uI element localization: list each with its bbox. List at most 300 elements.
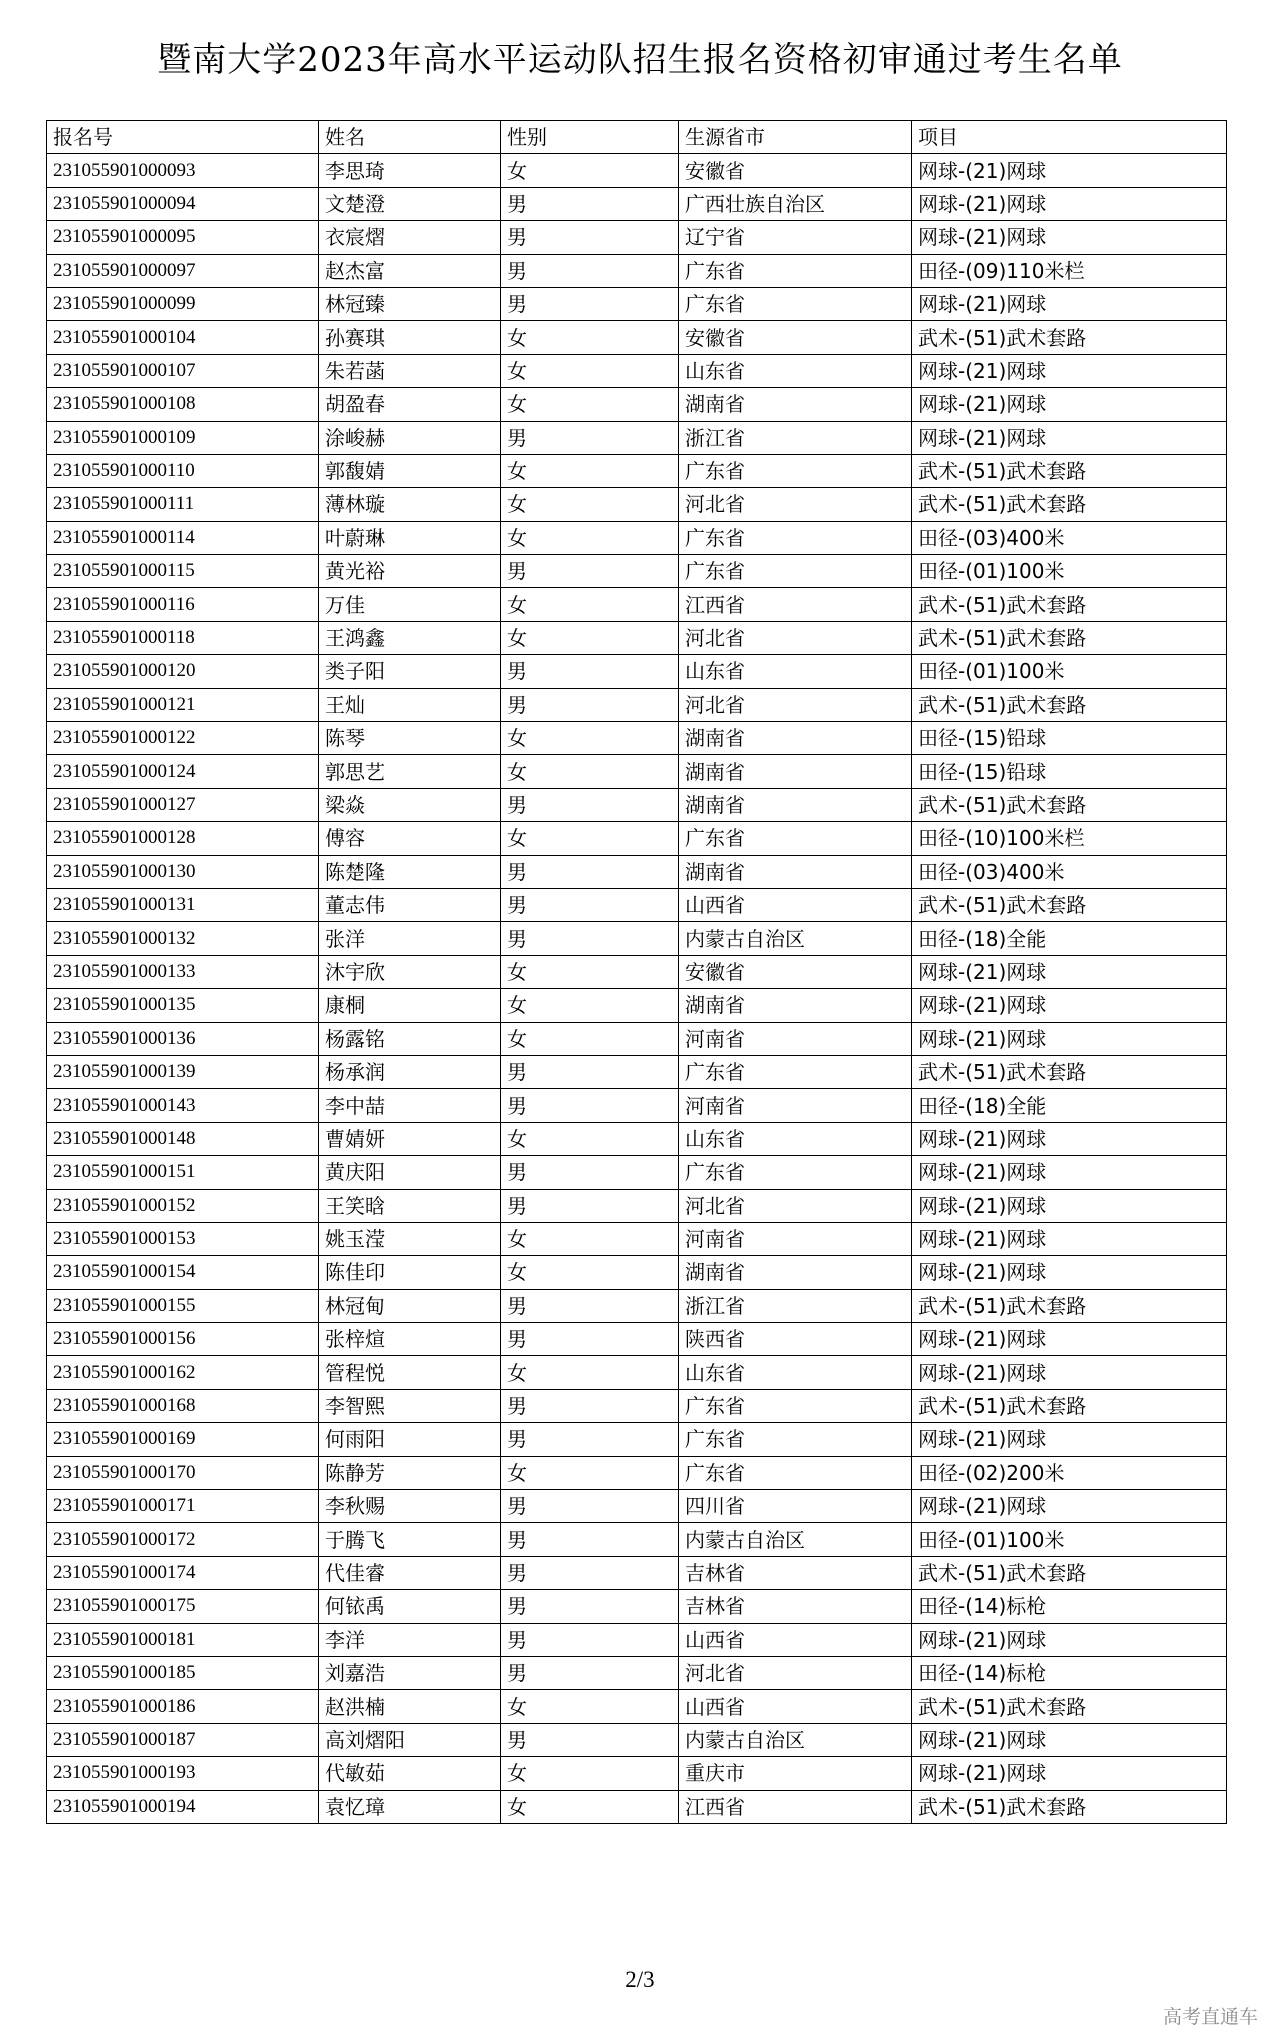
- table-row: [47, 1423, 1227, 1456]
- table-row: [47, 1623, 1227, 1656]
- gender-cell: 男: [501, 1723, 679, 1756]
- name-cell: 傅容: [319, 822, 501, 855]
- table-row: [47, 555, 1227, 588]
- registration-number-cell: 231055901000097: [47, 254, 319, 287]
- table-row: [47, 1356, 1227, 1389]
- event-cell: 田径-(14)标枪: [912, 1590, 1227, 1623]
- gender-cell: 女: [501, 822, 679, 855]
- event-cell: 武术-(51)武术套路: [912, 1690, 1227, 1723]
- registration-number-cell: 231055901000170: [47, 1456, 319, 1489]
- province-cell: 吉林省: [679, 1556, 912, 1589]
- gender-cell: 女: [501, 354, 679, 387]
- event-cell: 田径-(14)标枪: [912, 1656, 1227, 1689]
- province-cell: 河北省: [679, 1189, 912, 1222]
- gender-cell: 女: [501, 955, 679, 988]
- event-cell: 田径-(10)100米栏: [912, 822, 1227, 855]
- gender-cell: 男: [501, 1556, 679, 1589]
- table-row: [47, 1089, 1227, 1122]
- province-cell: 吉林省: [679, 1590, 912, 1623]
- column-header-registration-number: 报名号: [47, 121, 319, 154]
- province-cell: 广东省: [679, 822, 912, 855]
- name-cell: 王灿: [319, 688, 501, 721]
- table-row: [47, 1389, 1227, 1422]
- registration-number-cell: 231055901000139: [47, 1055, 319, 1088]
- table-row: [47, 1122, 1227, 1155]
- gender-cell: 男: [501, 1089, 679, 1122]
- registration-number-cell: 231055901000135: [47, 989, 319, 1022]
- table-row: [47, 1456, 1227, 1489]
- registration-number-cell: 231055901000152: [47, 1189, 319, 1222]
- registration-number-cell: 231055901000181: [47, 1623, 319, 1656]
- province-cell: 湖南省: [679, 788, 912, 821]
- table-row: [47, 1323, 1227, 1356]
- gender-cell: 女: [501, 1122, 679, 1155]
- registration-number-cell: 231055901000122: [47, 722, 319, 755]
- name-cell: 郭思艺: [319, 755, 501, 788]
- gender-cell: 男: [501, 1323, 679, 1356]
- event-cell: 网球-(21)网球: [912, 221, 1227, 254]
- registration-number-cell: 231055901000116: [47, 588, 319, 621]
- province-cell: 广东省: [679, 254, 912, 287]
- registration-number-cell: 231055901000185: [47, 1656, 319, 1689]
- gender-cell: 女: [501, 1690, 679, 1723]
- name-cell: 胡盈春: [319, 388, 501, 421]
- event-cell: 武术-(51)武术套路: [912, 888, 1227, 921]
- event-cell: 网球-(21)网球: [912, 1189, 1227, 1222]
- table-row: [47, 388, 1227, 421]
- name-cell: 袁忆璋: [319, 1790, 501, 1823]
- event-cell: 武术-(51)武术套路: [912, 1790, 1227, 1823]
- table-row: [47, 788, 1227, 821]
- gender-cell: 男: [501, 1055, 679, 1088]
- province-cell: 广东省: [679, 454, 912, 487]
- registration-number-cell: 231055901000155: [47, 1289, 319, 1322]
- gender-cell: 女: [501, 321, 679, 354]
- registration-number-cell: 231055901000130: [47, 855, 319, 888]
- registration-number-cell: 231055901000172: [47, 1523, 319, 1556]
- name-cell: 姚玉滢: [319, 1222, 501, 1255]
- province-cell: 辽宁省: [679, 221, 912, 254]
- name-cell: 李中喆: [319, 1089, 501, 1122]
- gender-cell: 男: [501, 922, 679, 955]
- table-row: [47, 1490, 1227, 1523]
- name-cell: 陈佳印: [319, 1256, 501, 1289]
- gender-cell: 男: [501, 421, 679, 454]
- table-row: [47, 688, 1227, 721]
- table-row: [47, 922, 1227, 955]
- registration-number-cell: 231055901000187: [47, 1723, 319, 1756]
- registration-number-cell: 231055901000193: [47, 1757, 319, 1790]
- registration-number-cell: 231055901000115: [47, 555, 319, 588]
- table-row: [47, 1289, 1227, 1322]
- name-cell: 文楚澄: [319, 187, 501, 220]
- table-row: [47, 254, 1227, 287]
- name-cell: 郭馥婧: [319, 454, 501, 487]
- registration-number-cell: 231055901000128: [47, 822, 319, 855]
- name-cell: 赵洪楠: [319, 1690, 501, 1723]
- event-cell: 田径-(15)铅球: [912, 755, 1227, 788]
- event-cell: 武术-(51)武术套路: [912, 1055, 1227, 1088]
- table-row: [47, 955, 1227, 988]
- event-cell: 网球-(21)网球: [912, 955, 1227, 988]
- province-cell: 广东省: [679, 521, 912, 554]
- event-cell: 田径-(18)全能: [912, 922, 1227, 955]
- province-cell: 四川省: [679, 1490, 912, 1523]
- gender-cell: 男: [501, 888, 679, 921]
- province-cell: 山东省: [679, 354, 912, 387]
- gender-cell: 男: [501, 1590, 679, 1623]
- registration-number-cell: 231055901000154: [47, 1256, 319, 1289]
- column-header-event: 项目: [912, 121, 1227, 154]
- name-cell: 管程悦: [319, 1356, 501, 1389]
- event-cell: 网球-(21)网球: [912, 1356, 1227, 1389]
- table-row: [47, 588, 1227, 621]
- page-number: 2/3: [625, 1967, 655, 1992]
- event-cell: 网球-(21)网球: [912, 1256, 1227, 1289]
- event-cell: 网球-(21)网球: [912, 388, 1227, 421]
- gender-cell: 女: [501, 154, 679, 187]
- table-row: [47, 1156, 1227, 1189]
- gender-cell: 男: [501, 254, 679, 287]
- name-cell: 类子阳: [319, 655, 501, 688]
- event-cell: 田径-(01)100米: [912, 555, 1227, 588]
- table-row: [47, 1757, 1227, 1790]
- table-row: [47, 1656, 1227, 1689]
- name-cell: 李智熙: [319, 1389, 501, 1422]
- event-cell: 武术-(51)武术套路: [912, 588, 1227, 621]
- gender-cell: 女: [501, 521, 679, 554]
- registration-number-cell: 231055901000148: [47, 1122, 319, 1155]
- province-cell: 河南省: [679, 1022, 912, 1055]
- table-body: [47, 154, 1227, 1824]
- gender-cell: 女: [501, 1022, 679, 1055]
- gender-cell: 女: [501, 1456, 679, 1489]
- table-row: [47, 1256, 1227, 1289]
- table-row: [47, 321, 1227, 354]
- province-cell: 广东省: [679, 1456, 912, 1489]
- province-cell: 广东省: [679, 555, 912, 588]
- event-cell: 网球-(21)网球: [912, 354, 1227, 387]
- event-cell: 田径-(03)400米: [912, 521, 1227, 554]
- gender-cell: 男: [501, 1490, 679, 1523]
- registration-number-cell: 231055901000186: [47, 1690, 319, 1723]
- gender-cell: 女: [501, 621, 679, 654]
- name-cell: 梁焱: [319, 788, 501, 821]
- table-row: [47, 421, 1227, 454]
- event-cell: 网球-(21)网球: [912, 1623, 1227, 1656]
- province-cell: 湖南省: [679, 1256, 912, 1289]
- gender-cell: 男: [501, 1189, 679, 1222]
- gender-cell: 男: [501, 221, 679, 254]
- event-cell: 网球-(21)网球: [912, 154, 1227, 187]
- registration-number-cell: 231055901000114: [47, 521, 319, 554]
- name-cell: 刘嘉浩: [319, 1656, 501, 1689]
- name-cell: 薄林璇: [319, 488, 501, 521]
- table-row: [47, 488, 1227, 521]
- table-row: [47, 1690, 1227, 1723]
- gender-cell: 男: [501, 655, 679, 688]
- name-cell: 黄庆阳: [319, 1156, 501, 1189]
- event-cell: 网球-(21)网球: [912, 1022, 1227, 1055]
- table-row: [47, 154, 1227, 187]
- province-cell: 湖南省: [679, 388, 912, 421]
- gender-cell: 女: [501, 1356, 679, 1389]
- registration-number-cell: 231055901000131: [47, 888, 319, 921]
- gender-cell: 男: [501, 187, 679, 220]
- gender-cell: 男: [501, 855, 679, 888]
- registration-number-cell: 231055901000120: [47, 655, 319, 688]
- name-cell: 黄光裕: [319, 555, 501, 588]
- name-cell: 何铱禹: [319, 1590, 501, 1623]
- registration-number-cell: 231055901000108: [47, 388, 319, 421]
- gender-cell: 男: [501, 1423, 679, 1456]
- event-cell: 田径-(02)200米: [912, 1456, 1227, 1489]
- table-row: [47, 755, 1227, 788]
- registration-number-cell: 231055901000133: [47, 955, 319, 988]
- registration-number-cell: 231055901000095: [47, 221, 319, 254]
- gender-cell: 女: [501, 1222, 679, 1255]
- table-row: [47, 1723, 1227, 1756]
- name-cell: 李思琦: [319, 154, 501, 187]
- document-title: 暨南大学2023年高水平运动队招生报名资格初审通过考生名单: [157, 40, 1123, 80]
- registration-number-cell: 231055901000175: [47, 1590, 319, 1623]
- province-cell: 江西省: [679, 1790, 912, 1823]
- province-cell: 河南省: [679, 1222, 912, 1255]
- registration-number-cell: 231055901000124: [47, 755, 319, 788]
- registration-number-cell: 231055901000156: [47, 1323, 319, 1356]
- province-cell: 河北省: [679, 688, 912, 721]
- event-cell: 武术-(51)武术套路: [912, 788, 1227, 821]
- event-cell: 网球-(21)网球: [912, 1423, 1227, 1456]
- name-cell: 李洋: [319, 1623, 501, 1656]
- event-cell: 网球-(21)网球: [912, 287, 1227, 320]
- gender-cell: 女: [501, 1256, 679, 1289]
- table-row: [47, 287, 1227, 320]
- province-cell: 山西省: [679, 888, 912, 921]
- registration-number-cell: 231055901000136: [47, 1022, 319, 1055]
- table-row: [47, 1556, 1227, 1589]
- gender-cell: 男: [501, 1156, 679, 1189]
- table-row: [47, 989, 1227, 1022]
- province-cell: 江西省: [679, 588, 912, 621]
- event-cell: 网球-(21)网球: [912, 1222, 1227, 1255]
- registration-number-cell: 231055901000132: [47, 922, 319, 955]
- name-cell: 赵杰富: [319, 254, 501, 287]
- name-cell: 代敏茹: [319, 1757, 501, 1790]
- gender-cell: 男: [501, 1656, 679, 1689]
- event-cell: 田径-(15)铅球: [912, 722, 1227, 755]
- name-cell: 杨露铭: [319, 1022, 501, 1055]
- gender-cell: 女: [501, 1790, 679, 1823]
- gender-cell: 男: [501, 688, 679, 721]
- province-cell: 广东省: [679, 1156, 912, 1189]
- registration-number-cell: 231055901000194: [47, 1790, 319, 1823]
- gender-cell: 男: [501, 1623, 679, 1656]
- event-cell: 田径-(01)100米: [912, 1523, 1227, 1556]
- province-cell: 内蒙古自治区: [679, 1523, 912, 1556]
- table-row: [47, 1022, 1227, 1055]
- event-cell: 网球-(21)网球: [912, 1757, 1227, 1790]
- province-cell: 陕西省: [679, 1323, 912, 1356]
- name-cell: 衣宸熠: [319, 221, 501, 254]
- province-cell: 湖南省: [679, 989, 912, 1022]
- gender-cell: 男: [501, 287, 679, 320]
- gender-cell: 女: [501, 989, 679, 1022]
- name-cell: 曹婧妍: [319, 1122, 501, 1155]
- name-cell: 万佳: [319, 588, 501, 621]
- gender-cell: 女: [501, 388, 679, 421]
- registration-number-cell: 231055901000110: [47, 454, 319, 487]
- registration-number-cell: 231055901000118: [47, 621, 319, 654]
- name-cell: 张洋: [319, 922, 501, 955]
- table-row: [47, 722, 1227, 755]
- province-cell: 山西省: [679, 1690, 912, 1723]
- candidate-table: [46, 120, 1227, 1824]
- gender-cell: 男: [501, 1289, 679, 1322]
- event-cell: 武术-(51)武术套路: [912, 1289, 1227, 1322]
- event-cell: 武术-(51)武术套路: [912, 454, 1227, 487]
- event-cell: 网球-(21)网球: [912, 989, 1227, 1022]
- province-cell: 山东省: [679, 655, 912, 688]
- name-cell: 王鸿鑫: [319, 621, 501, 654]
- province-cell: 山东省: [679, 1122, 912, 1155]
- column-header-province: 生源省市: [679, 121, 912, 154]
- name-cell: 高刘熠阳: [319, 1723, 501, 1756]
- gender-cell: 男: [501, 1389, 679, 1422]
- table-row: [47, 187, 1227, 220]
- event-cell: 武术-(51)武术套路: [912, 321, 1227, 354]
- name-cell: 张梓煊: [319, 1323, 501, 1356]
- name-cell: 陈琴: [319, 722, 501, 755]
- registration-number-cell: 231055901000153: [47, 1222, 319, 1255]
- province-cell: 湖南省: [679, 855, 912, 888]
- registration-number-cell: 231055901000127: [47, 788, 319, 821]
- event-cell: 网球-(21)网球: [912, 1323, 1227, 1356]
- province-cell: 山西省: [679, 1623, 912, 1656]
- name-cell: 于腾飞: [319, 1523, 501, 1556]
- province-cell: 内蒙古自治区: [679, 922, 912, 955]
- province-cell: 广东省: [679, 1055, 912, 1088]
- name-cell: 陈静芳: [319, 1456, 501, 1489]
- name-cell: 李秋赐: [319, 1490, 501, 1523]
- gender-cell: 女: [501, 454, 679, 487]
- province-cell: 安徽省: [679, 955, 912, 988]
- province-cell: 湖南省: [679, 755, 912, 788]
- table-row: [47, 621, 1227, 654]
- gender-cell: 女: [501, 722, 679, 755]
- province-cell: 安徽省: [679, 154, 912, 187]
- registration-number-cell: 231055901000099: [47, 287, 319, 320]
- table-row: [47, 1222, 1227, 1255]
- event-cell: 网球-(21)网球: [912, 1156, 1227, 1189]
- event-cell: 网球-(21)网球: [912, 187, 1227, 220]
- table-row: [47, 354, 1227, 387]
- province-cell: 广西壮族自治区: [679, 187, 912, 220]
- event-cell: 田径-(09)110米栏: [912, 254, 1227, 287]
- event-cell: 网球-(21)网球: [912, 1490, 1227, 1523]
- event-cell: 网球-(21)网球: [912, 421, 1227, 454]
- table-row: [47, 1055, 1227, 1088]
- table-row: [47, 655, 1227, 688]
- province-cell: 湖南省: [679, 722, 912, 755]
- event-cell: 田径-(03)400米: [912, 855, 1227, 888]
- name-cell: 林冠臻: [319, 287, 501, 320]
- registration-number-cell: 231055901000143: [47, 1089, 319, 1122]
- table-row: [47, 855, 1227, 888]
- table-row: [47, 1523, 1227, 1556]
- registration-number-cell: 231055901000121: [47, 688, 319, 721]
- registration-number-cell: 231055901000104: [47, 321, 319, 354]
- name-cell: 康桐: [319, 989, 501, 1022]
- name-cell: 王笑晗: [319, 1189, 501, 1222]
- registration-number-cell: 231055901000111: [47, 488, 319, 521]
- registration-number-cell: 231055901000171: [47, 1490, 319, 1523]
- event-cell: 武术-(51)武术套路: [912, 1556, 1227, 1589]
- name-cell: 叶蔚琳: [319, 521, 501, 554]
- province-cell: 广东省: [679, 1389, 912, 1422]
- name-cell: 陈楚隆: [319, 855, 501, 888]
- registration-number-cell: 231055901000109: [47, 421, 319, 454]
- event-cell: 网球-(21)网球: [912, 1723, 1227, 1756]
- province-cell: 内蒙古自治区: [679, 1723, 912, 1756]
- province-cell: 广东省: [679, 287, 912, 320]
- province-cell: 河北省: [679, 488, 912, 521]
- event-cell: 田径-(01)100米: [912, 655, 1227, 688]
- registration-number-cell: 231055901000162: [47, 1356, 319, 1389]
- province-cell: 浙江省: [679, 1289, 912, 1322]
- column-header-gender: 性别: [501, 121, 679, 154]
- event-cell: 网球-(21)网球: [912, 1122, 1227, 1155]
- province-cell: 河南省: [679, 1089, 912, 1122]
- event-cell: 武术-(51)武术套路: [912, 488, 1227, 521]
- registration-number-cell: 231055901000174: [47, 1556, 319, 1589]
- table-row: [47, 521, 1227, 554]
- table-row: [47, 822, 1227, 855]
- gender-cell: 男: [501, 555, 679, 588]
- table-row: [47, 454, 1227, 487]
- gender-cell: 女: [501, 755, 679, 788]
- gender-cell: 女: [501, 488, 679, 521]
- registration-number-cell: 231055901000168: [47, 1389, 319, 1422]
- province-cell: 河北省: [679, 1656, 912, 1689]
- table-header-row: [47, 121, 1227, 154]
- province-cell: 广东省: [679, 1423, 912, 1456]
- name-cell: 代佳睿: [319, 1556, 501, 1589]
- province-cell: 山东省: [679, 1356, 912, 1389]
- watermark-text: 高考直通车: [1162, 2006, 1258, 2028]
- gender-cell: 男: [501, 788, 679, 821]
- registration-number-cell: 231055901000151: [47, 1156, 319, 1189]
- gender-cell: 男: [501, 1523, 679, 1556]
- province-cell: 重庆市: [679, 1757, 912, 1790]
- event-cell: 武术-(51)武术套路: [912, 621, 1227, 654]
- event-cell: 武术-(51)武术套路: [912, 1389, 1227, 1422]
- table-row: [47, 221, 1227, 254]
- province-cell: 浙江省: [679, 421, 912, 454]
- name-cell: 何雨阳: [319, 1423, 501, 1456]
- name-cell: 孙赛琪: [319, 321, 501, 354]
- name-cell: 杨承润: [319, 1055, 501, 1088]
- table-row: [47, 1590, 1227, 1623]
- gender-cell: 女: [501, 1757, 679, 1790]
- table-row: [47, 1790, 1227, 1823]
- name-cell: 董志伟: [319, 888, 501, 921]
- registration-number-cell: 231055901000169: [47, 1423, 319, 1456]
- province-cell: 安徽省: [679, 321, 912, 354]
- table-row: [47, 888, 1227, 921]
- name-cell: 沐宇欣: [319, 955, 501, 988]
- name-cell: 朱若菡: [319, 354, 501, 387]
